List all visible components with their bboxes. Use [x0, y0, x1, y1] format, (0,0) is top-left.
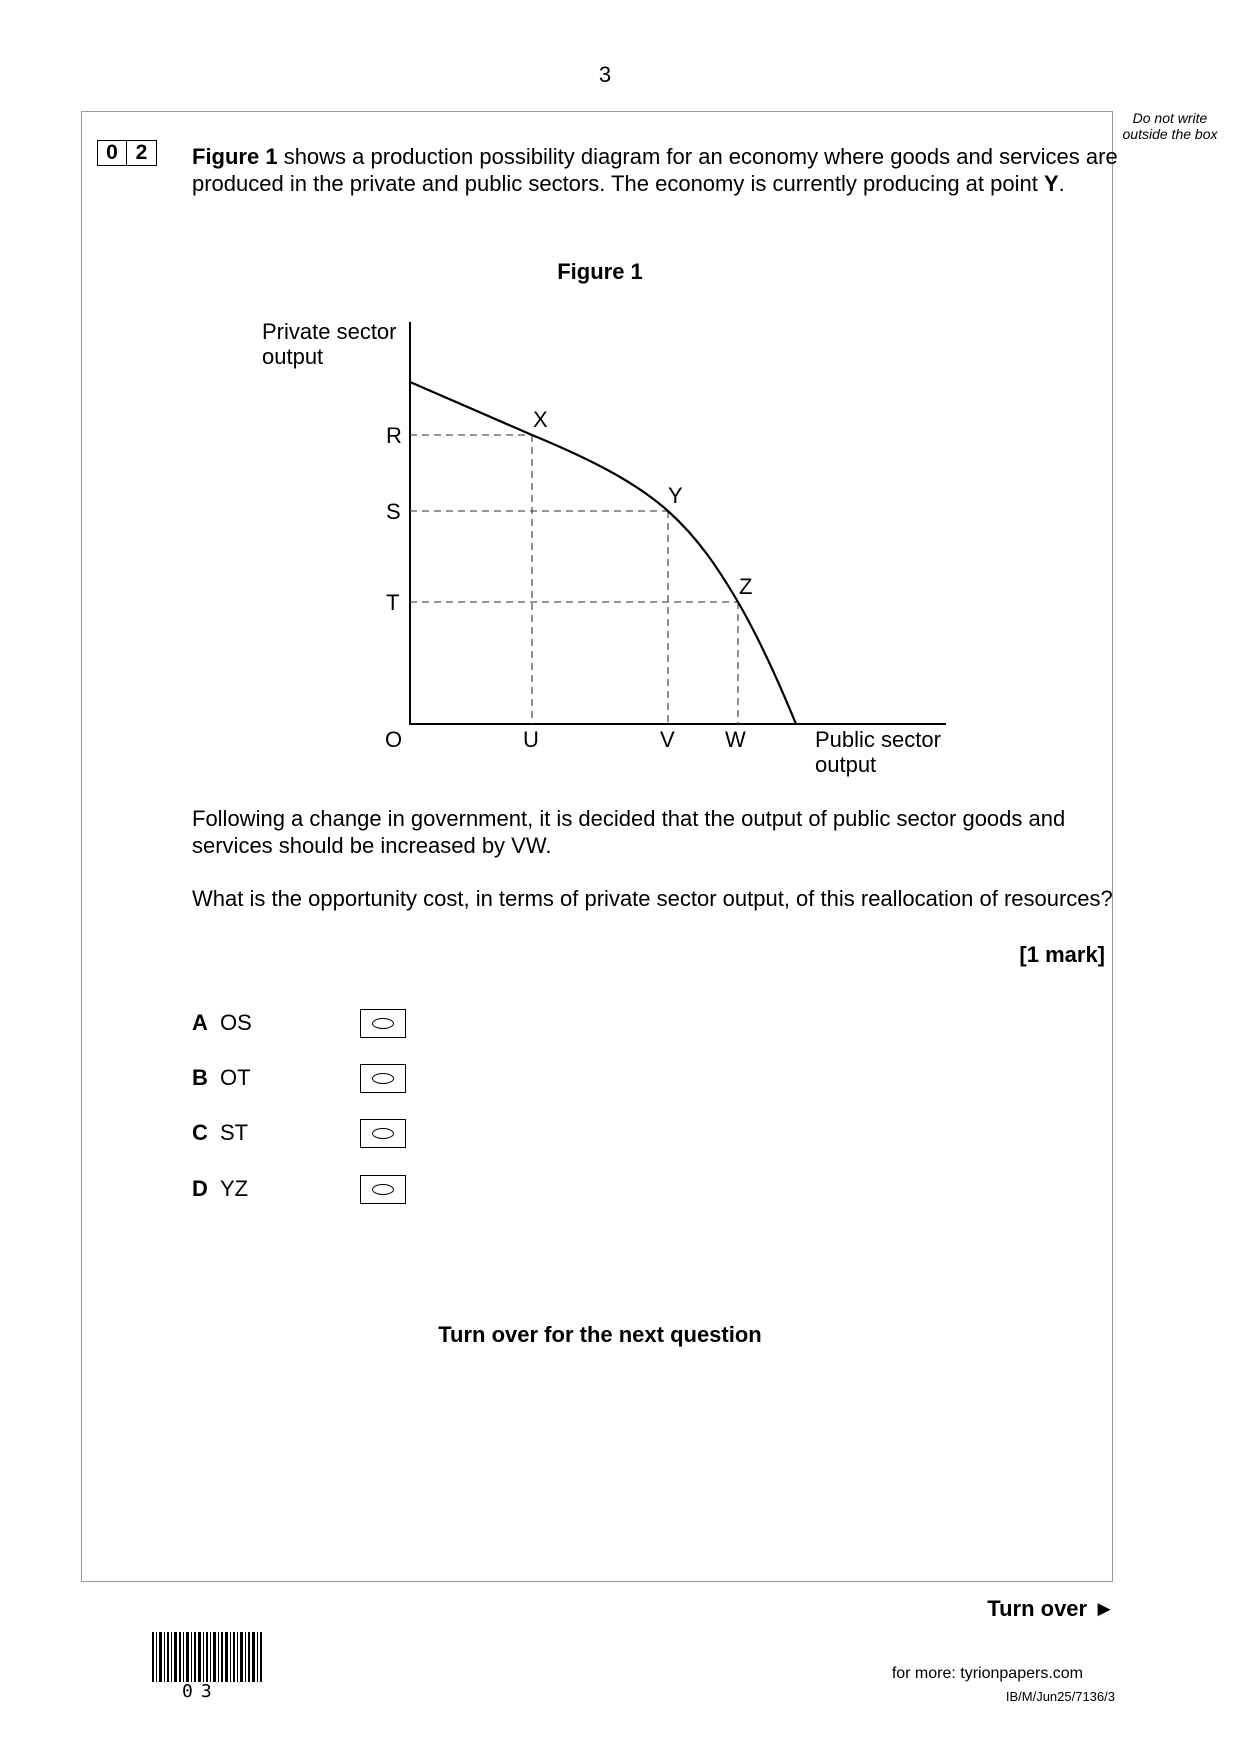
barcode-icon [152, 1632, 264, 1682]
x-axis-label-line1: Public sector [815, 727, 941, 752]
x-tick-w: W [725, 727, 746, 752]
question-text: What is the opportunity cost, in terms of private sector output, of this reallocation of resources? [192, 886, 1113, 911]
follow-up-text: Following a change in government, it is decided that the output of public sector goods and services should be increased by VW. [192, 806, 1066, 858]
origin-label: O [385, 727, 403, 752]
option-text: YZ [220, 1176, 249, 1201]
figure-title: Figure 1 [557, 259, 643, 284]
point-label-x: X [533, 407, 548, 432]
y-axis-label-line1: Private sector [262, 319, 397, 344]
page-number: 3 [598, 62, 612, 87]
x-tick-v: V [660, 727, 675, 752]
option-text: OS [220, 1010, 252, 1035]
question-number [97, 140, 157, 166]
margin-note: Do not write outside the box [1122, 110, 1218, 142]
y-tick-s: S [386, 499, 401, 524]
option-text: ST [220, 1120, 249, 1145]
x-tick-u: U [523, 727, 539, 752]
ppf-curve [410, 382, 796, 724]
oval-icon [372, 1073, 394, 1084]
option-letter: D [192, 1176, 208, 1201]
intro-text: shows a production possibility diagram for an economy where goods and services are produced in the private and public sectors. The economy is currently producing at point [192, 144, 1118, 196]
option-text: OT [220, 1065, 251, 1090]
turn-over-label: Turn over ► [987, 1596, 1115, 1621]
turn-over-next-question: Turn over for the next question [438, 1322, 762, 1347]
marks-label: [1 mark] [1019, 942, 1105, 967]
option-letter: A [192, 1010, 208, 1035]
answer-bubble-c[interactable] [360, 1119, 406, 1148]
option-a [192, 1008, 406, 1038]
option-c [192, 1118, 406, 1148]
question-number-digit: 2 [127, 140, 157, 166]
option-letter: C [192, 1120, 208, 1145]
footer-site: for more: tyrionpapers.com [891, 1665, 1083, 1682]
y-axis-label-line2: output [262, 344, 324, 369]
oval-icon [372, 1184, 394, 1195]
figure-reference: Figure 1 [192, 144, 278, 169]
option-b [192, 1063, 406, 1093]
answer-bubble-b[interactable] [360, 1064, 406, 1093]
option-letter: B [192, 1065, 208, 1090]
point-label-y: Y [668, 483, 683, 508]
question-number-digit: 0 [97, 140, 127, 166]
footer-code: IB/M/Jun25/7136/3 [1005, 1689, 1115, 1704]
oval-icon [372, 1128, 394, 1139]
answer-bubble-a[interactable] [360, 1009, 406, 1038]
y-tick-t: T [386, 590, 400, 615]
answer-bubble-d[interactable] [360, 1175, 406, 1204]
x-axis-label-line2: output [815, 752, 877, 777]
barcode-number: 03 [182, 1681, 220, 1702]
point-reference: Y [1043, 171, 1059, 196]
y-tick-r: R [386, 423, 402, 448]
option-d [192, 1174, 406, 1204]
ppf-diagram [240, 310, 960, 790]
point-label-z: Z [739, 574, 753, 599]
question-intro [192, 143, 1122, 197]
oval-icon [372, 1018, 394, 1029]
intro-end: . [1058, 171, 1065, 196]
